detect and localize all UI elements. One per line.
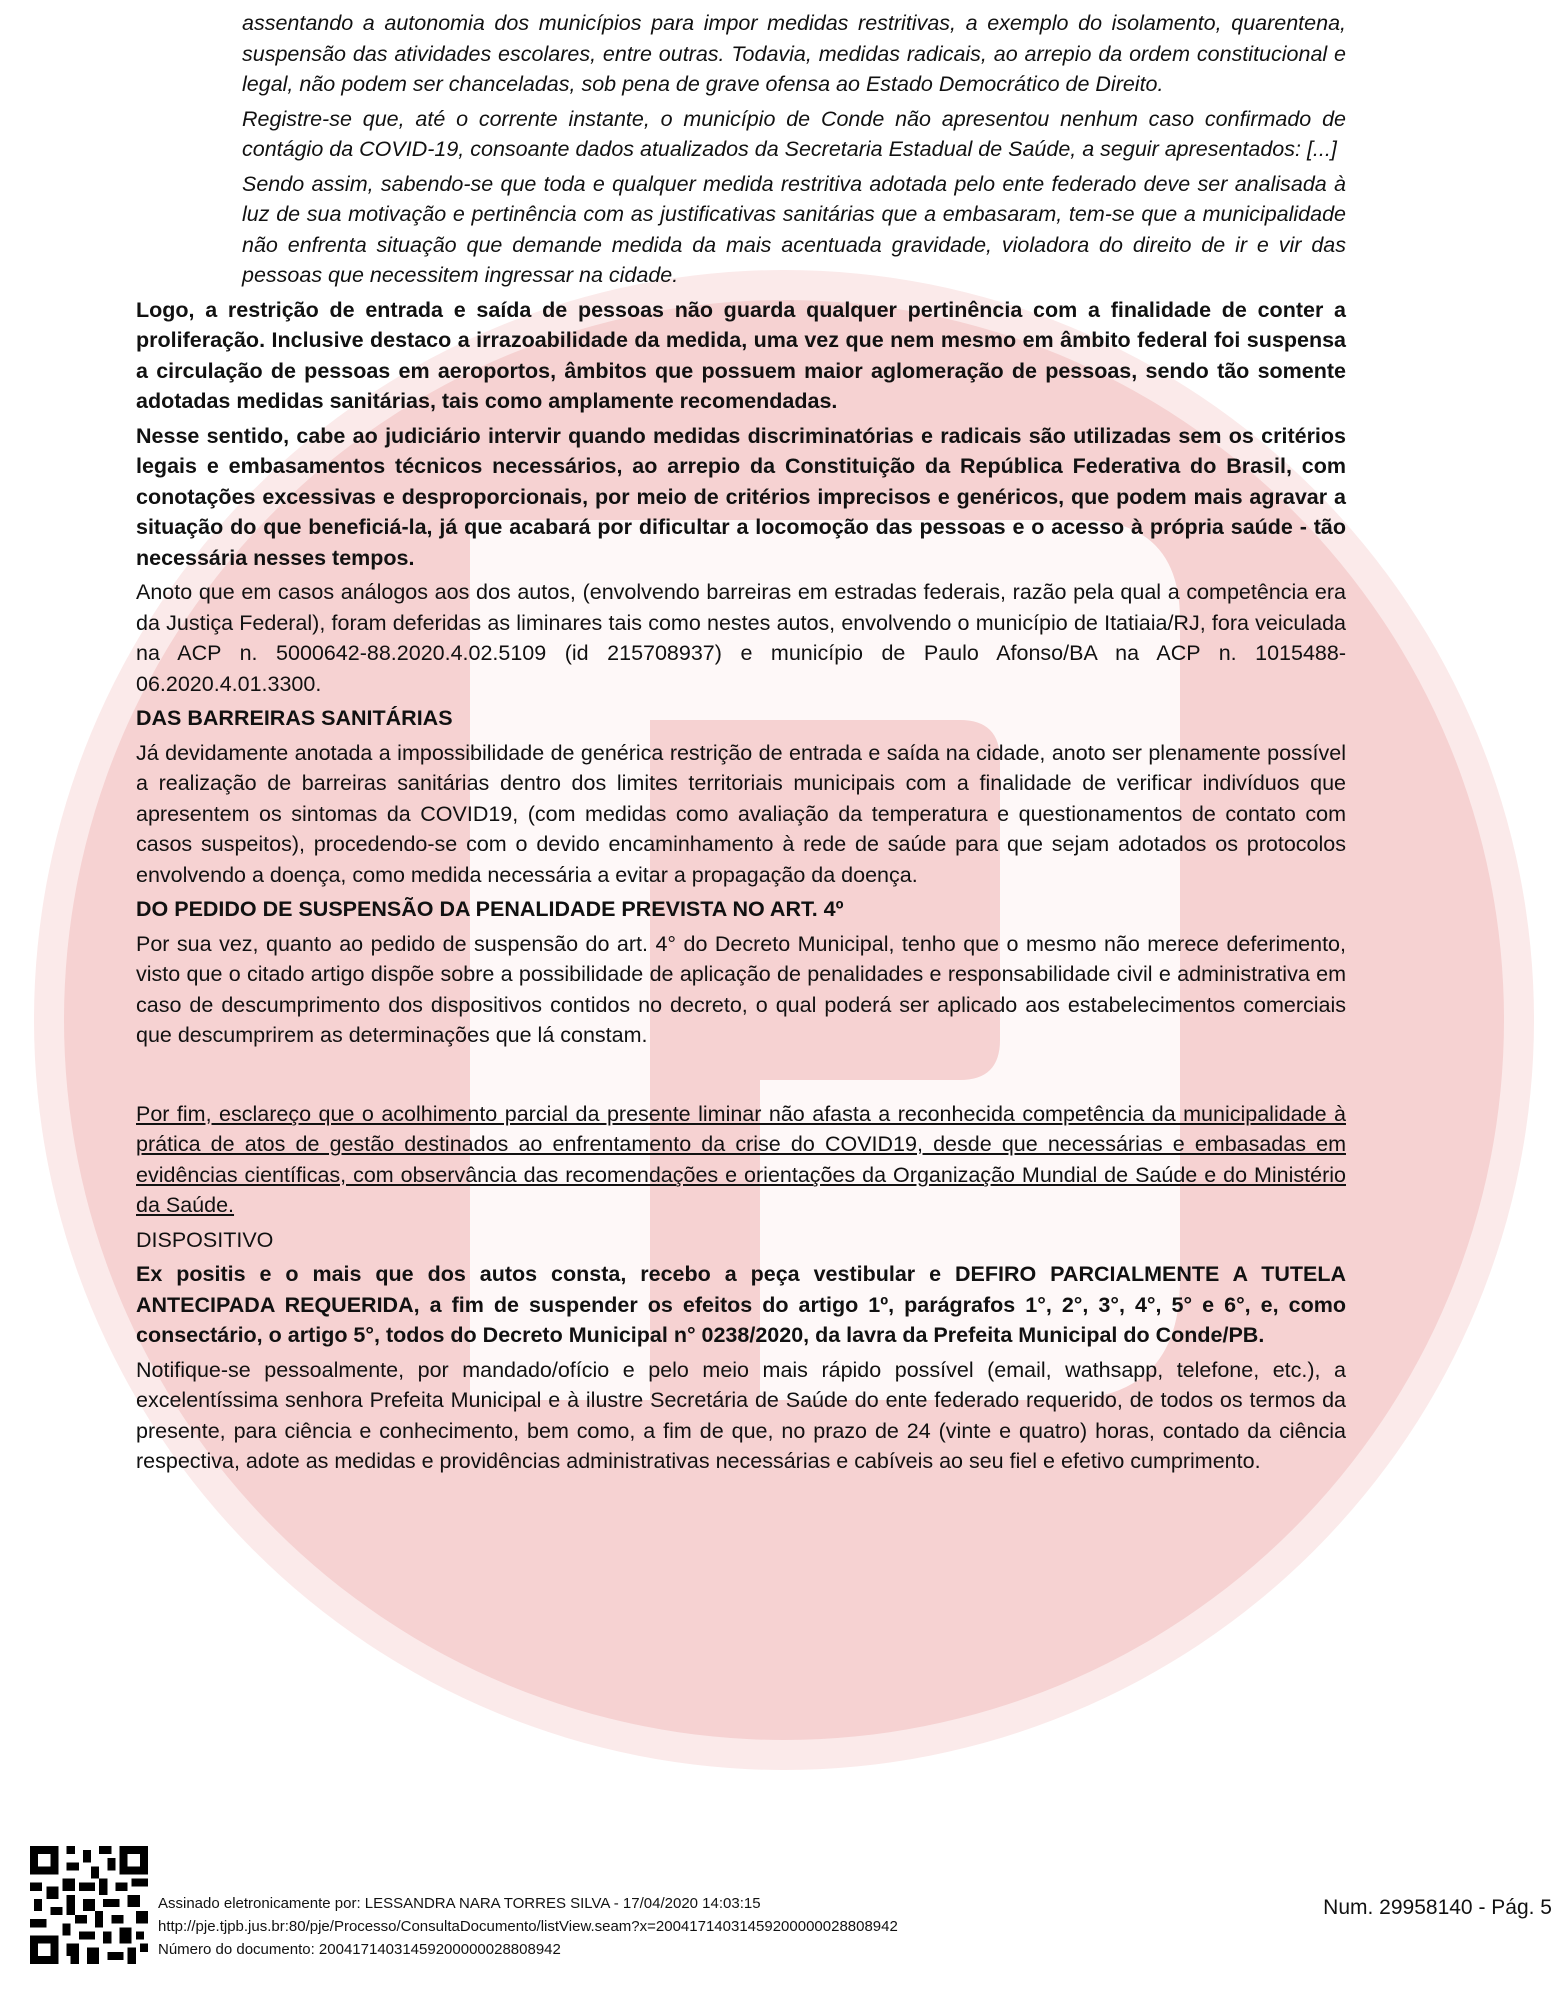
quote-paragraph: assentando a autonomia dos municípios para impor medidas restritivas, a exemplo do isolamento, quarentena, suspensão das atividades escolares, entre outras. Todavia, medidas radicais, ao arrepio da ordem constitucional e legal, não podem ser chanceladas, sob pena de grave ofensa ao Estado Democrático de Direito. <box>242 11 1346 96</box>
document-footer <box>0 1840 1568 1998</box>
body-paragraph: Já devidamente anotada a impossibilidade de genérica restrição de entrada e saída na cidade, anoto ser plenamente possível a realização de barreiras sanitárias dentro dos limites territoriais municipais com a finalidade de verificar indivíduos que apresentem os sintomas da COVID19, (com medidas como avaliação da temperatura e questionamentos de contato com casos suspeitos), procedendo-se com o devido encaminhamento à rede de saúde para que sejam adotados os protocolos envolvendo a doença, como medida necessária a evitar a propagação da doença. <box>136 740 1346 887</box>
document-url[interactable]: http://pje.tjpb.jus.br:80/pje/Processo/ConsultaDocumento/listView.seam?x=20041714031459200000028808942 <box>158 1918 898 1935</box>
signed-by-line: Assinado eletronicamente por: LESSANDRA NARA TORRES SILVA - 17/04/2020 14:03:15 <box>158 1895 761 1912</box>
section-heading: DISPOSITIVO <box>136 1227 274 1252</box>
bold-paragraph: Ex positis e o mais que dos autos consta, recebo a peça vestibular e DEFIRO PARCIALMENTE A TUTELA ANTECIPADA REQUERIDA, a fim de suspender os efeitos do artigo 1º, parágrafos 1°, 2°, 3°, 4°, 5° e 6°, e, como consectário, o artigo 5°, todos do Decreto Municipal n° 0238/2020, da lavra da Prefeita Municipal do Conde/PB. <box>136 1262 1346 1347</box>
bold-paragraph: Logo, a restrição de entrada e saída de pessoas não guarda qualquer pertinência com a finalidade de conter a proliferação. Inclusive destaco a irrazoabilidade da medida, uma vez que nem mesmo em âmbito federal foi suspensa a circulação de pessoas em aeroportos, âmbitos que possuem maior aglomeração de pessoas, sendo tão somente adotadas medidas sanitárias, tais como amplamente recomendadas. <box>136 297 1346 413</box>
body-paragraph: Notifique-se pessoalmente, por mandado/ofício e pelo meio mais rápido possível (email, wathsapp, telefone, etc.), a excelentíssima senhora Prefeita Municipal e à ilustre Secretária de Saúde do ente federado requerido, de todos os termos da presente, para ciência e conhecimento, bem como, a fim de que, no prazo de 24 (vinte e quatro) horas, contado da ciência respectiva, adote as medidas e providências administrativas necessárias e cabíveis ao seu fiel e efetivo cumprimento. <box>136 1357 1346 1473</box>
section-heading: DAS BARREIRAS SANITÁRIAS <box>136 706 453 730</box>
blank-space <box>136 1055 1346 1099</box>
quote-paragraph: Sendo assim, sabendo-se que toda e qualquer medida restritiva adotada pelo ente federado deve ser analisada à luz de sua motivação e pertinência com as justificativas sanitárias que a embasaram, tem-se que a municipalidade não enfrenta situação que demande medida da mais acentuada gravidade, violadora do direito de ir e vir das pessoas que necessitem ingressar na cidade. <box>242 171 1346 287</box>
body-paragraph: Anoto que em casos análogos aos dos autos, (envolvendo barreiras em estradas federais, razão pela qual a competência era da Justiça Federal), foram deferidas as liminares tais como nestes autos, envolvendo o município de Itatiaia/RJ, fora veiculada na ACP n. 5000642-88.2020.4.02.5109 (id 215708937) e município de Paulo Afonso/BA na ACP n. 1015488-06.2020.4.01.3300. <box>136 580 1346 696</box>
document-body <box>136 8 1346 1481</box>
section-heading: DO PEDIDO DE SUSPENSÃO DA PENALIDADE PREVISTA NO ART. 4º <box>136 897 844 921</box>
page-number: Num. 29958140 - Pág. 5 <box>1323 1896 1552 1919</box>
document-number: Número do documento: 20041714031459200000028808942 <box>158 1941 561 1958</box>
quote-paragraph: Registre-se que, até o corrente instante, o município de Conde não apresentou nenhum caso confirmado de contágio da COVID-19, consoante dados atualizados da Secretaria Estadual de Saúde, a seguir apresentados: [...] <box>242 106 1346 161</box>
body-paragraph: Por sua vez, quanto ao pedido de suspensão do art. 4° do Decreto Municipal, tenho que o mesmo não merece deferimento, visto que o citado artigo dispõe sobre a possibilidade de aplicação de penalidades e responsabilidade civil e administrativa em caso de descumprimento dos dispositivos contidos no decreto, o qual poderá ser aplicado aos estabelecimentos comerciais que descumprirem as determinações que lá constam. <box>136 931 1346 1047</box>
bold-paragraph: Nesse sentido, cabe ao judiciário intervir quando medidas discriminatórias e radicais são utilizadas sem os critérios legais e embasamentos técnicos necessários, ao arrepio da Constituição da República Federativa do Brasil, com conotações excessivas e desproporcionais, por meio de critérios imprecisos e genéricos, que podem mais agravar a situação do que beneficiá-la, já que acabará por dificultar a locomoção das pessoas e o acesso à própria saúde - tão necessária nesses tempos. <box>136 423 1346 570</box>
underlined-paragraph: Por fim, esclareço que o acolhimento parcial da presente liminar não afasta a reconhecida competência da municipalidade à prática de atos de gestão destinados ao enfrentamento da crise do COVID19, desde que necessárias e embasadas em evidências científicas, com observância das recomendações e orientações da Organização Mundial de Saúde e do Ministério da Saúde. <box>136 1101 1346 1217</box>
signature-info <box>158 1892 898 1961</box>
qr-code-icon <box>30 1846 148 1964</box>
